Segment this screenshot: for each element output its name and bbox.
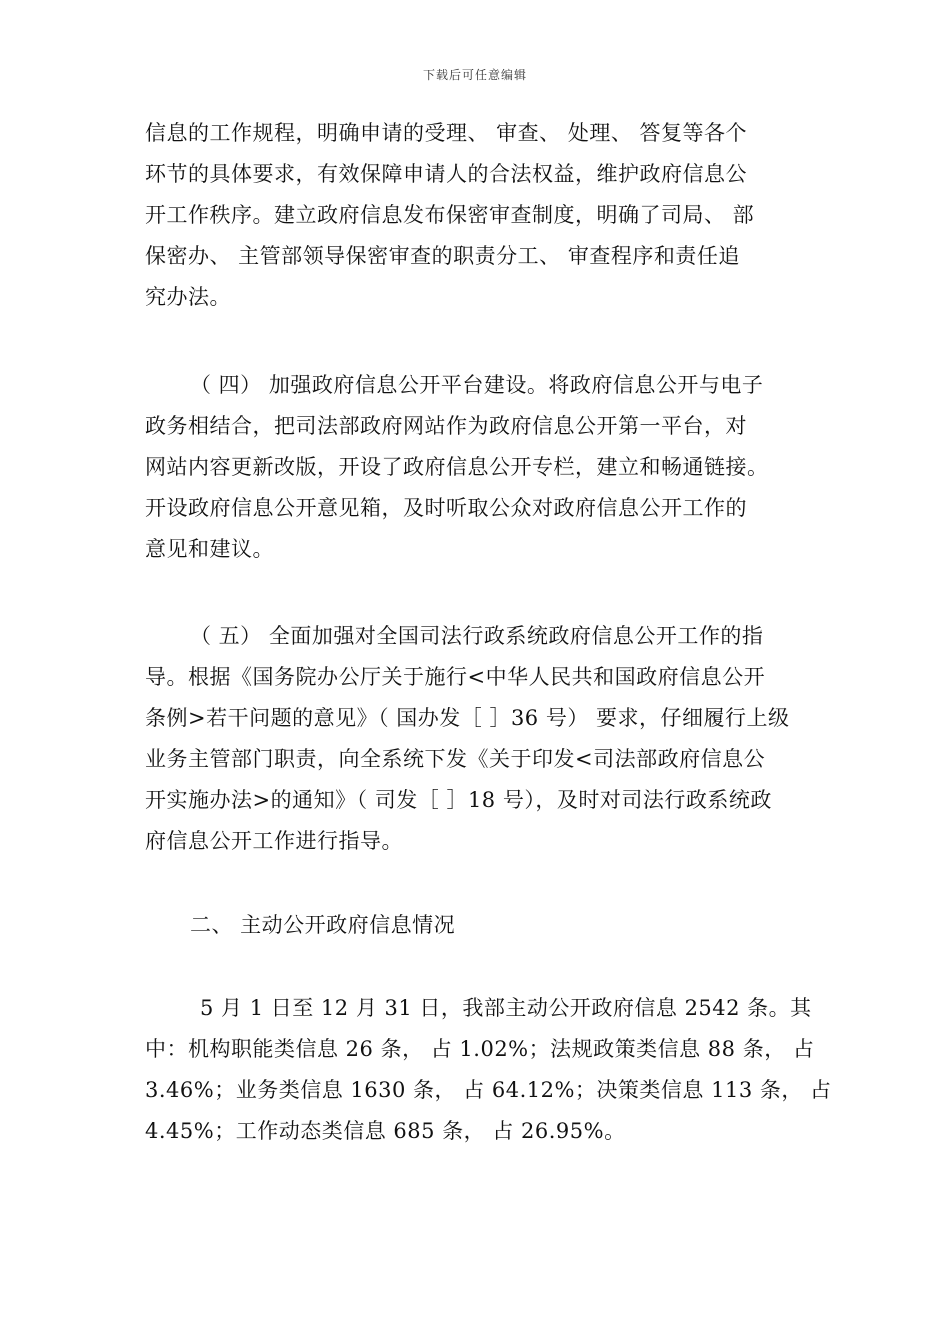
header-note: 下载后可任意编辑 [422, 68, 527, 82]
section-heading: 二、 主动公开政府信息情况 [190, 913, 456, 937]
paragraph-line: 5 月 1 日至 12 月 31 日，我部主动公开政府信息 2542 条。其 [200, 996, 812, 1020]
paragraph-line: 开设政府信息公开意见箱，及时听取公众对政府信息公开工作的 [145, 496, 747, 520]
paragraph-line: 条例>若干问题的意见》（ 国办发［ ］36 号） 要求，仔细履行上级 [145, 706, 790, 730]
paragraph-line: 环节的具体要求，有效保障申请人的合法权益，维护政府信息公 [145, 162, 747, 186]
paragraph-line: 业务主管部门职责，向全系统下发《关于印发<司法部政府信息公 [145, 747, 766, 771]
paragraph-line: 保密办、 主管部领导保密审查的职责分工、 审查程序和责任追 [145, 244, 740, 268]
paragraph-line: 究办法。 [145, 285, 231, 309]
paragraph-line: 开工作秩序。建立政府信息发布保密审查制度，明确了司局、 部 [145, 203, 755, 227]
paragraph-line: 意见和建议。 [145, 537, 274, 561]
paragraph-line: 3.46%；业务类信息 1630 条， 占 64.12%；决策类信息 113 条， 占 [145, 1078, 832, 1102]
paragraph-line: 政务相结合，把司法部政府网站作为政府信息公开第一平台，对 [145, 414, 747, 438]
paragraph-line: 中：机构职能类信息 26 条， 占 1.02%；法规政策类信息 88 条， 占 [145, 1037, 815, 1061]
paragraph-line: 府信息公开工作进行指导。 [145, 829, 403, 853]
paragraph-line: 网站内容更新改版，开设了政府信息公开专栏，建立和畅通链接。 [145, 455, 769, 479]
paragraph-line: 导。根据《国务院办公厅关于施行<中华人民共和国政府信息公开 [145, 665, 766, 689]
paragraph-line: 信息的工作规程，明确申请的受理、 审查、 处理、 答复等各个 [145, 121, 748, 145]
paragraph-line: （ 五） 全面加强对全国司法行政系统政府信息公开工作的指 [190, 624, 764, 648]
paragraph-line: （ 四） 加强政府信息公开平台建设。将政府信息公开与电子 [190, 373, 764, 397]
paragraph-line: 开实施办法>的通知》（ 司发［ ］18 号），及时对司法行政系统政 [145, 788, 772, 812]
paragraph-line: 4.45%；工作动态类信息 685 条， 占 26.95%。 [145, 1119, 626, 1143]
